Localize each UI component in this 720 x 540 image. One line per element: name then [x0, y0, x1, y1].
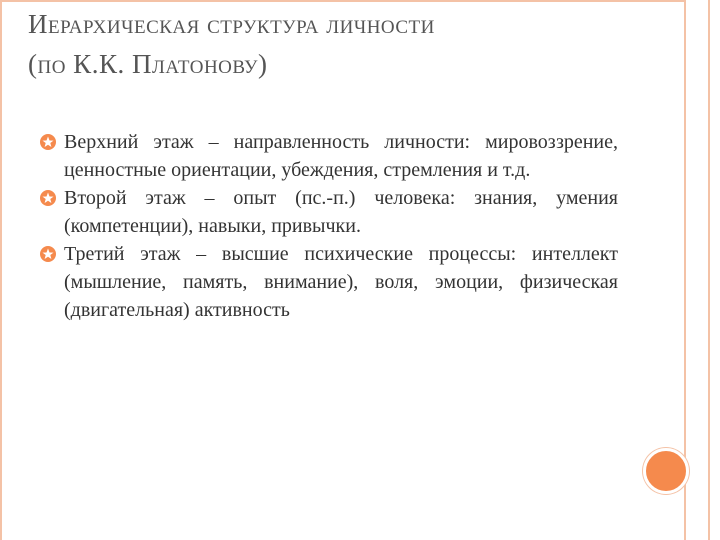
bullet-text-2: Второй этаж – опыт (пс.-п.) человека: знания, умения (компетенции), навыки, привычки.: [64, 187, 618, 237]
slide-title-line-1: Иерархическая структура личности: [28, 9, 435, 39]
slide-title-line-2: (по К.К. Платонову): [28, 49, 268, 79]
bullet-item-2: [40, 184, 618, 240]
star-bullet-icon: [40, 134, 56, 150]
frame-right-outer-line: [708, 0, 710, 540]
slide-title: [28, 4, 668, 84]
bullet-list: [40, 128, 618, 324]
decorative-circle: [643, 448, 689, 494]
frame-left-line: [0, 0, 2, 540]
star-bullet-icon: [40, 190, 56, 206]
bullet-item-1: [40, 128, 618, 184]
bullet-text-3: Третий этаж – высшие психические процессы: интеллект (мышление, память, внимание), воля, эмоции, физическая (двигательная) активность: [64, 243, 618, 321]
star-bullet-icon: [40, 246, 56, 262]
frame-top-line: [0, 0, 684, 2]
bullet-text-1: Верхний этаж – направленность личности: мировоззрение, ценностные ориентации, убеждения, стремления и т.д.: [64, 131, 618, 181]
bullet-item-3: [40, 240, 618, 324]
